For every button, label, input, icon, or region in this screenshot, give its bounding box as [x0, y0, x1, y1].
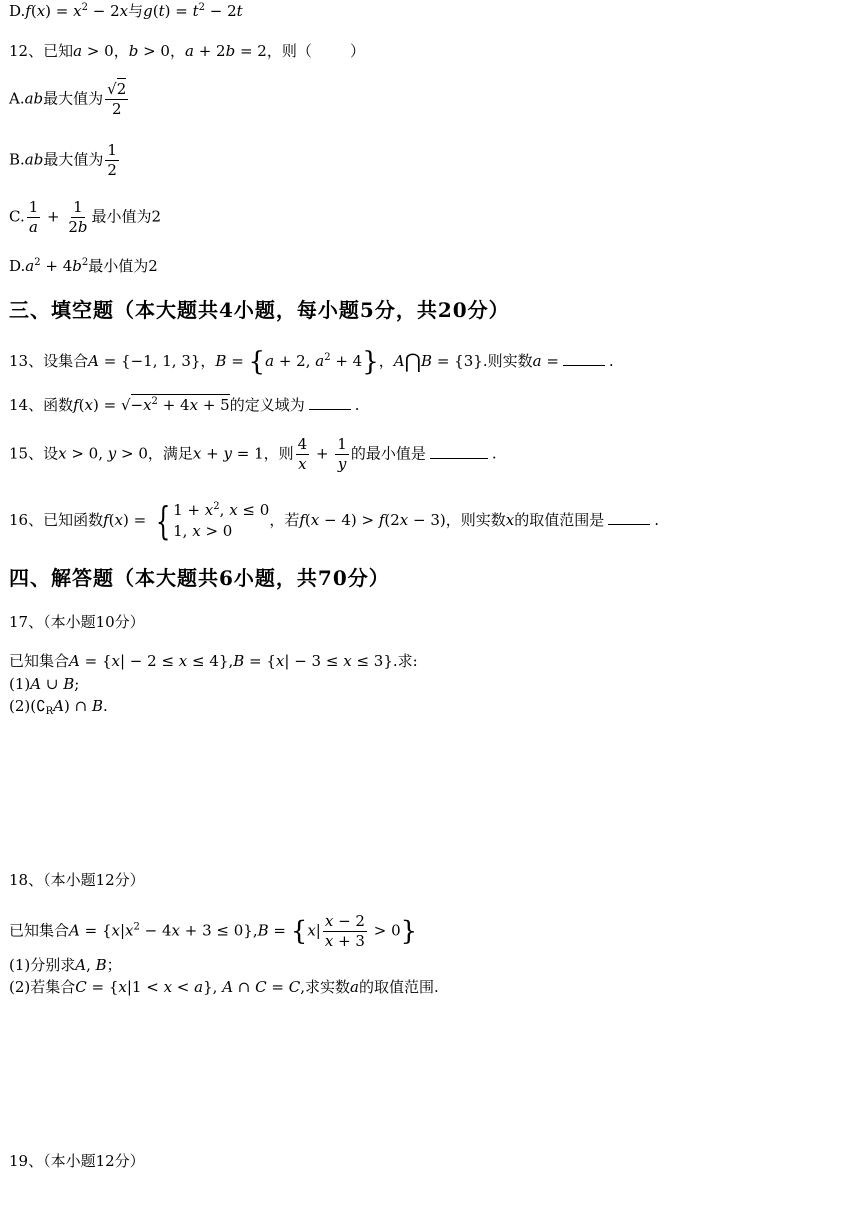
q19-header: 19、（本小题12分）: [9, 1152, 145, 1170]
section-3-title: 三、填空题（本大题共4小题，每小题5分，共20分）: [9, 298, 510, 322]
q17-part2: $(2)(∁_RA)$ ∩ B.: [9, 697, 108, 717]
q12-option-c: C. $\frac{1}{a}$ + $\frac{1}{2b}$ 最小值为2: [9, 198, 162, 236]
q18-stem: 已知集合$A = \{x|x^2 - 4x + 3 \le 0\},B = \{x|$ $\frac{x - 2}{x + 3}$ > 0}: [9, 912, 418, 950]
q14-answer-blank[interactable]: [309, 408, 351, 410]
q12-option-a: A.ab最大值为 $\frac{√2}{2}$: [9, 80, 127, 118]
q17-part1: (1)A ∪ B;: [9, 675, 80, 693]
q13: 13、设集合A = {−1, 1, 3}，B = {a + 2, $a^2 + 4$}，A⋂B = {3}.则实数a = .: [9, 347, 614, 377]
q12-stem: 12、已知a > 0，b > 0，a + 2b = 2，则（ ）: [9, 42, 365, 60]
q18-header: 18、（本小题12分）: [9, 871, 145, 889]
q17-header: 17、（本小题10分）: [9, 613, 145, 631]
q15: 15、设x > 0, y > 0，满足x + y = 1，则 $\frac{4}{x}$ + $\frac{1}{y}$ 的最小值是 .: [9, 435, 497, 473]
q17-stem: 已知集合A = {x| − 2 ≤ x ≤ 4},B = {x| − 3 ≤ x ≤ 3}.求:: [9, 652, 418, 670]
q18-part2: (2)若集合C = {x|1 < x < a}, A ∩ C = C,求实数a的取值范围.: [9, 978, 439, 996]
q11-option-d: $D.f(x) = x^2 - 2x$与$g(t) = t^2 - 2t$: [9, 2, 243, 20]
q12-option-b: B.ab最大值为 $\frac{1}{2}$: [9, 141, 117, 179]
q18-part1: (1)分别求A, B；: [9, 956, 122, 974]
fraction-1-over-2: $\frac{1}{2}$: [107, 141, 117, 179]
q16-answer-blank[interactable]: [608, 523, 650, 525]
q13-answer-blank[interactable]: [563, 364, 605, 366]
q12-option-d: $D.a^2 + 4b^2$最小值为2: [9, 257, 158, 275]
q16: 16、已知函数f(x) = { $1 + x^2$, x ≤ 0 1, x > 0 ，若f(x − 4) > f(2x − 3)，则实数x的取值范围是 .: [9, 499, 660, 543]
q14: 14、函数$f(x) = √-x^2 + 4x + 5$的定义域为 .: [9, 396, 360, 414]
q15-answer-blank[interactable]: [430, 457, 488, 459]
fraction-sqrt2-over-2: $\frac{√2}{2}$: [107, 80, 127, 118]
section-4-title: 四、解答题（本大题共6小题，共70分）: [9, 566, 390, 590]
